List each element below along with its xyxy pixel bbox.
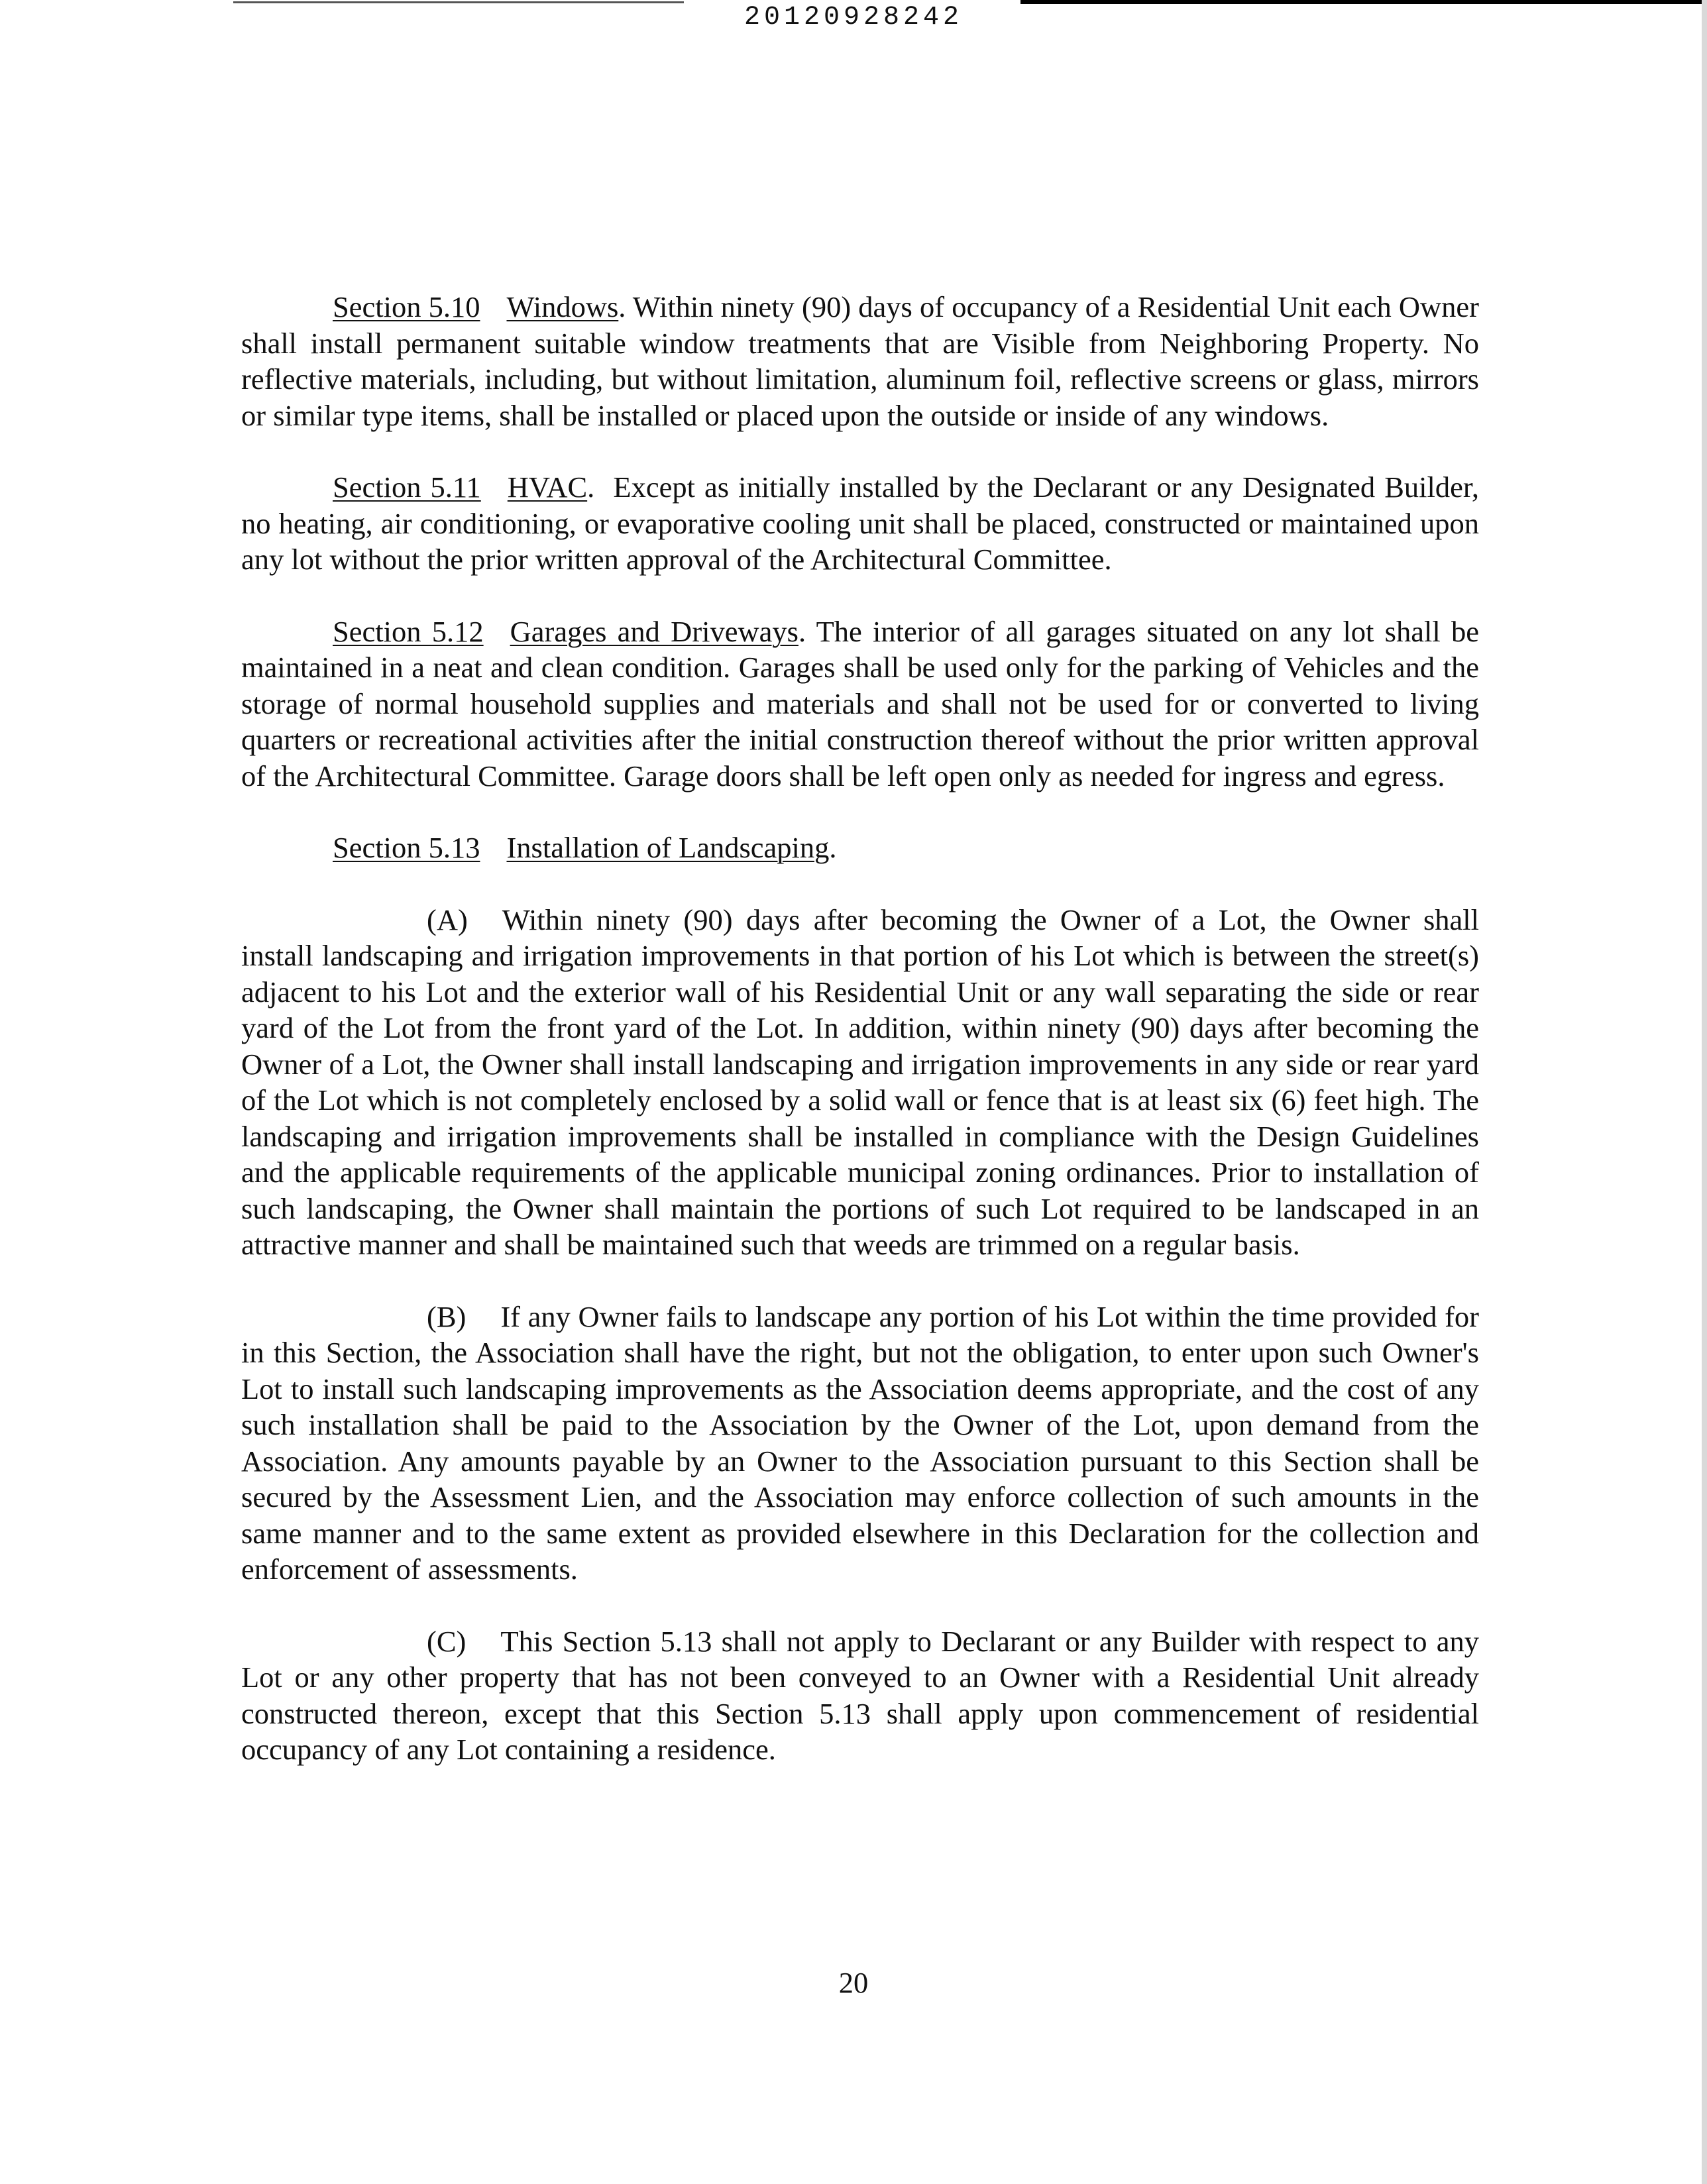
paragraph-gap [241,433,1479,469]
page-number: 20 [838,1966,869,1999]
paragraph-gap [241,794,1479,830]
subsection-b-text: If any Owner fails to landscape any portion of his Lot within the time provided for in this Section, the Association shall have the right, but not the obligation, to enter upon such Owner's Lot to install such landscaping improvements as the Association deems appropriate, and the cost of any such installation shall be paid to the Association by the Owner of the Lot, upon demand from the Association. Any amounts payable by an Owner to the Association pursuant to this Section shall be secured by the Assessment Lien, and the Association may enforce collection of such amounts in the same manner and to the same extent as provided elsewhere in this Declaration for the collection and enforcement of assessments. [241,1299,1479,1586]
paragraph-gap [241,1588,1479,1623]
section-5-12-title: Garages and Driveways [510,614,798,648]
subsection-a-text: Within ninety (90) days after becoming the Owner of a Lot, the Owner shall install landscaping and irrigation improvements in that portion of his Lot which is between the street(s) adjacent to his Lot and the exterior wall of his Residential Unit or any wall separating the side or rear yard of the Lot from the front yard of the Lot. In addition, within ninety (90) days after becoming the Owner of a Lot, the Owner shall install landscaping and irrigation improvements in any side or rear yard of the Lot which is not completely enclosed by a solid wall or fence that is at least six (6) feet high. The landscaping and irrigation improvements shall be installed in compliance with the Design Guidelines and the applicable requirements of the applicable municipal zoning ordinances. Prior to installation of such landscaping, the Owner shall maintain the portions of such Lot required to be landscaped in an attractive manner and shall be maintained such that weeds are trimmed on a regular basis. [241,902,1479,1261]
paragraph-gap [241,866,1479,902]
section-5-13-c [241,1623,1479,1768]
section-5-11-text: Except as initially installed by the Declarant or any Designated Builder, no heating, air conditioning, or evaporative cooling unit shall be placed, constructed or maintained upon any lot without the prior written approval of the Architectural Committee. [241,470,1480,576]
section-5-11-number: Section 5.11 [333,470,481,504]
section-5-11-heading [333,470,587,504]
section-5-10-title: Windows [506,290,619,323]
subsection-c-text: This Section 5.13 shall not apply to Declarant or any Builder with respect to any Lot or any other property that has not been conveyed to an Owner with a Residential Unit already constructed thereon, except that this Section 5.13 shall apply upon commencement of residential occupancy of any Lot containing a residence. [241,1624,1479,1766]
section-5-12-number: Section 5.12 [333,614,484,648]
section-5-13-b [241,1299,1479,1588]
document-body [241,289,1479,1768]
paragraph-gap [241,578,1479,614]
section-5-10-number: Section 5.10 [333,290,480,323]
subsection-b-label: (B) [427,1299,467,1333]
section-5-10-text: Within ninety (90) days of occupancy of a Residential Unit each Owner shall install permanent suitable window treatments that are Visible from Neighboring Property. No reflective materials, including, but without limitation, aluminum foil, reflective screens or glass, mirrors or similar type items, shall be installed or placed upon the outside or inside of any windows. [241,290,1479,432]
scan-right-edge [1702,0,1707,2184]
section-5-10: Section 5.10 Windows. Within ninety (90) days of occupancy of a Residential Unit each Owner shall install permanent suitable window treatments that are Visible from Neighboring Property. No reflective materials, including, but without limitation, aluminum foil, reflective screens or glass, mirrors or similar type items, shall be installed or placed upon the outside or inside of any windows. [241,290,1479,432]
recording-number: 20120928242 [743,3,964,32]
section-5-10-heading [333,290,618,323]
section-5-13-number: Section 5.13 [333,831,480,864]
section-5-13-title: Installation of Landscaping [506,831,830,864]
subsection-c-label: (C) [427,1624,467,1658]
paragraph-gap [241,1263,1479,1299]
section-5-11: Section 5.11 HVAC. Except as initially installed by the Declarant or any Designated Builder, no heating, air conditioning, or evaporative cooling unit shall be placed, constructed or maintained upon any lot without the prior written approval of the Architectural Committee. [241,470,1480,576]
section-5-13: Section 5.13 Installation of Landscaping. [333,831,837,864]
section-5-12-heading [333,615,798,648]
section-5-12-text: The interior of all garages situated on any lot shall be maintained in a neat and clean condition. Garages shall be used only for the parking of Vehicles and the storage of normal household supplies and materials and shall not be used for or converted to living quarters or recreational activities after the initial construction thereof without the prior written approval of the Architectural Committee. Garage doors shall be left open only as needed for ingress and egress. [241,614,1479,792]
section-5-13-a [241,902,1479,1263]
section-5-13-heading [333,831,829,864]
section-5-11-title: HVAC [507,470,588,504]
section-5-12: Section 5.12 Garages and Driveways. The interior of all garages situated on any lot shall be maintained in a neat and clean condition. Garages shall be used only for the parking of Vehicles and the storage of normal household supplies and materials and shall not be used for or converted to living quarters or recreational activities after the initial construction thereof without the prior written approval of the Architectural Committee. Garage doors shall be left open only as needed for ingress and egress. [241,614,1479,792]
subsection-a-label: (A) [427,902,468,936]
